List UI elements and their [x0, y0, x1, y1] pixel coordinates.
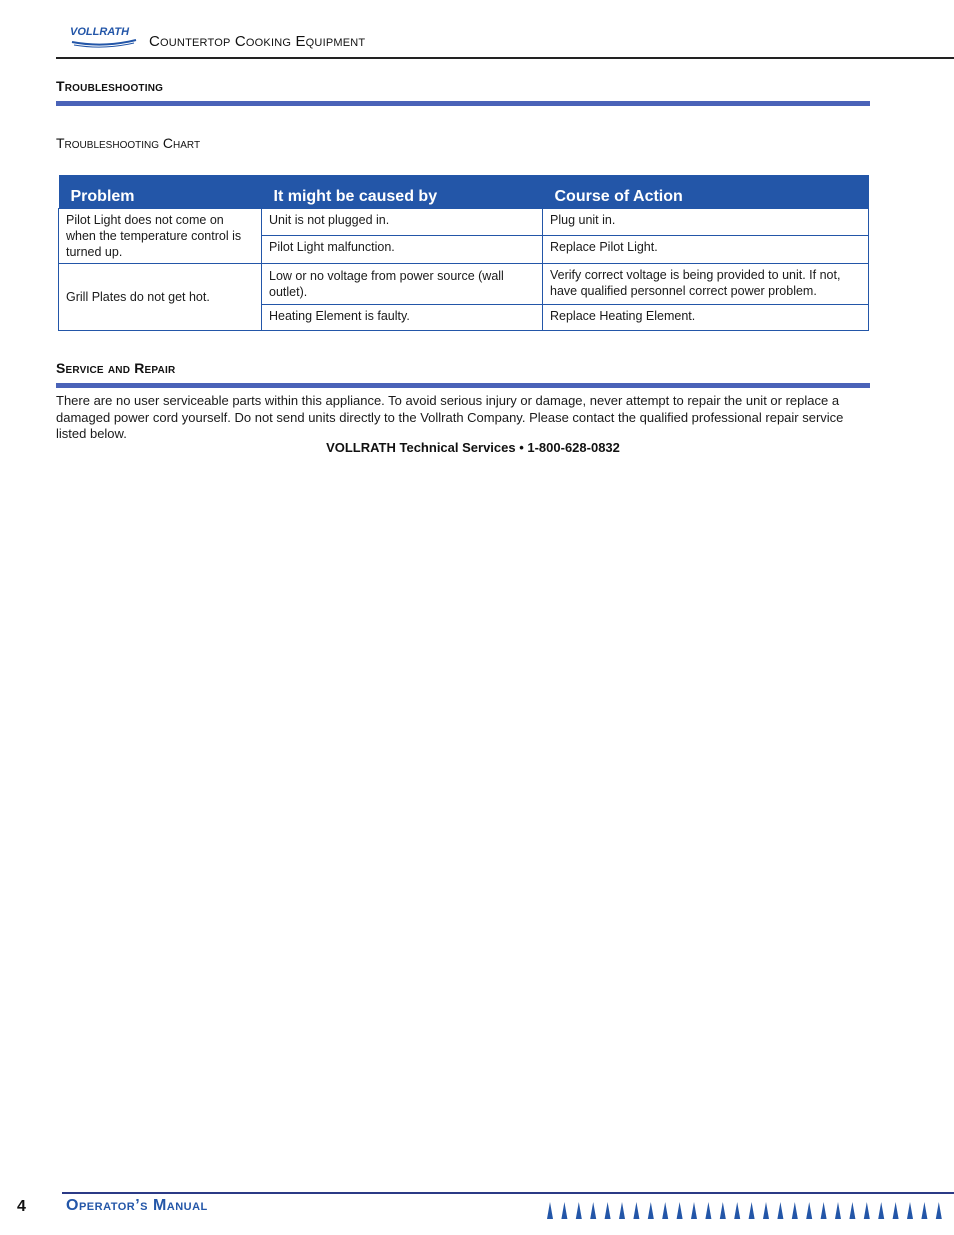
troubleshooting-table: [58, 175, 869, 331]
header-rule: [56, 57, 954, 59]
technical-services-contact: VOLLRATH Technical Services • 1-800-628-0832: [326, 440, 620, 455]
action-cell: Plug unit in.: [543, 209, 869, 236]
action-cell: Verify correct voltage is being provided to unit. If not, have qualified personnel correct power problem.: [543, 264, 869, 305]
footer-triangle: [936, 1202, 942, 1219]
footer-triangle: [633, 1202, 639, 1219]
footer-title: Operator’s Manual: [66, 1197, 208, 1214]
column-header-problem: Problem: [59, 175, 262, 209]
service-rule: [56, 383, 870, 388]
footer-triangle: [720, 1202, 726, 1219]
footer-rule: [62, 1192, 954, 1194]
cause-cell: Unit is not plugged in.: [262, 209, 543, 236]
footer-triangle: [864, 1202, 870, 1219]
footer-triangle: [821, 1202, 827, 1219]
footer-triangle: [849, 1202, 855, 1219]
table-row: [59, 264, 869, 305]
footer-triangle: [605, 1202, 611, 1219]
cause-cell: Heating Element is faulty.: [262, 305, 543, 331]
footer-triangle: [921, 1202, 927, 1219]
footer-triangle: [619, 1202, 625, 1219]
footer-triangle: [835, 1202, 841, 1219]
chart-subtitle: Troubleshooting Chart: [56, 135, 201, 151]
service-paragraph: There are no user serviceable parts within this appliance. To avoid serious injury or damage, never attempt to repair the unit or replace a damaged power cord yourself. Do not send units directly to the Vollrath Company. Please contact the qualified professional repair service listed below.: [56, 393, 844, 441]
table-header-row: [59, 175, 869, 209]
action-cell: Replace Heating Element.: [543, 305, 869, 331]
footer-triangle: [749, 1202, 755, 1219]
footer-triangle: [677, 1202, 683, 1219]
footer-triangle: [662, 1202, 668, 1219]
footer-triangle: [705, 1202, 711, 1219]
header-title: Countertop Cooking Equipment: [149, 33, 366, 50]
footer-triangle: [792, 1202, 798, 1219]
footer-triangle: [893, 1202, 899, 1219]
footer-triangle: [648, 1202, 654, 1219]
footer-triangle: [576, 1202, 582, 1219]
table-row: [59, 209, 869, 236]
footer-triangle: [907, 1202, 913, 1219]
service-heading: Service and Repair: [56, 360, 176, 376]
footer-triangle: [691, 1202, 697, 1219]
cause-cell: Low or no voltage from power source (wall outlet).: [262, 264, 543, 305]
footer-triangle: [806, 1202, 812, 1219]
problem-cell: Grill Plates do not get hot.: [59, 264, 262, 331]
footer-triangle: [777, 1202, 783, 1219]
problem-cell: Pilot Light does not come on when the temperature control is turned up.: [59, 209, 262, 264]
footer-triangle: [547, 1202, 553, 1219]
footer-triangle: [878, 1202, 884, 1219]
column-header-action: Course of Action: [543, 175, 869, 209]
page-number: 4: [17, 1198, 26, 1215]
troubleshooting-heading: Troubleshooting: [56, 78, 164, 94]
footer-triangle: [590, 1202, 596, 1219]
column-header-cause: It might be caused by: [262, 175, 543, 209]
footer-triangle: [763, 1202, 769, 1219]
footer-triangle: [561, 1202, 567, 1219]
svg-text:VOLLRATH: VOLLRATH: [70, 26, 130, 38]
cause-cell: Pilot Light malfunction.: [262, 235, 543, 263]
footer-triangle-pattern: [545, 1202, 954, 1220]
troubleshooting-rule: [56, 101, 870, 106]
vollrath-logo: [68, 22, 140, 48]
footer-triangle: [734, 1202, 740, 1219]
action-cell: Replace Pilot Light.: [543, 235, 869, 263]
